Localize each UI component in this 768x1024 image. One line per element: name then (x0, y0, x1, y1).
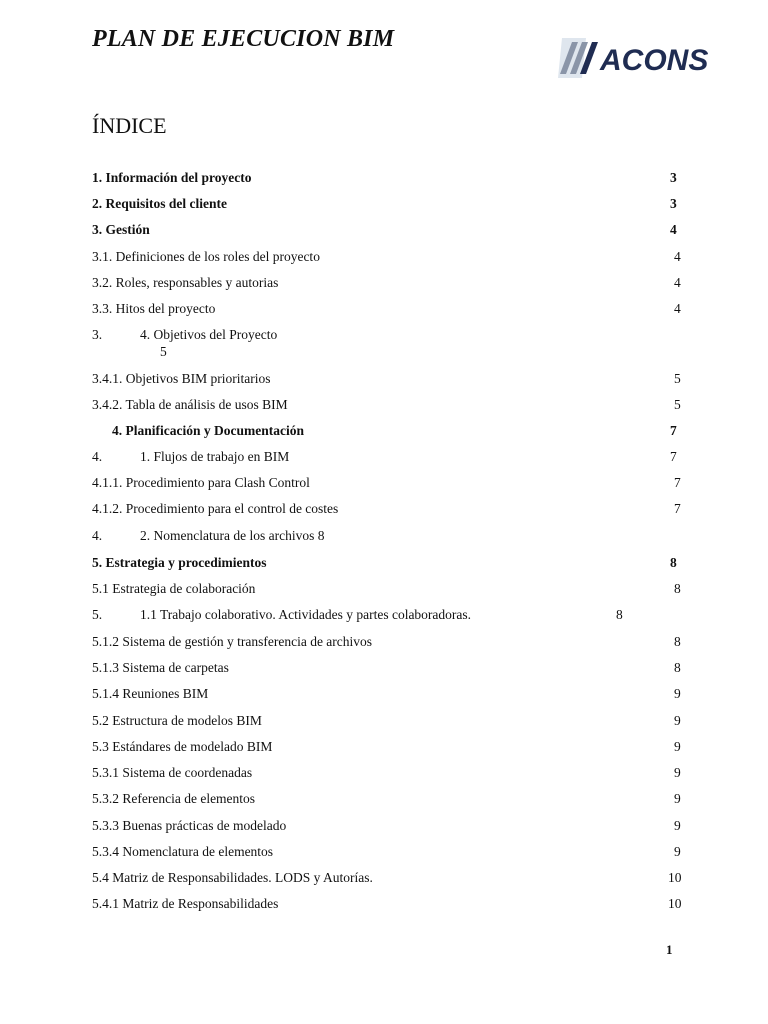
toc-entry-label[interactable]: 3. (92, 327, 103, 342)
toc-entry-label[interactable]: 4.1.1. Procedimiento para Clash Control (92, 475, 310, 490)
toc-entry-page: 8 (674, 660, 681, 675)
toc-entry-page: 10 (668, 896, 682, 911)
toc-entry-page: 5 (160, 344, 167, 359)
toc-entry-label[interactable]: 4. (92, 449, 103, 464)
toc-entry-sublabel[interactable]: 1. Flujos de trabajo en BIM (140, 449, 290, 464)
toc-entry-page: 4 (674, 301, 681, 316)
toc-entry-sublabel[interactable]: 2. Nomenclatura de los archivos 8 (140, 528, 325, 543)
toc-entry-page: 8 (674, 634, 681, 649)
toc-entry-page: 7 (670, 423, 677, 438)
toc-entry-page: 8 (670, 555, 677, 570)
toc-entry-label[interactable]: 4. (92, 528, 103, 543)
toc-entry-page: 5 (674, 371, 681, 386)
toc-entry-sublabel[interactable]: 4. Objetivos del Proyecto (140, 327, 278, 342)
index-heading: ÍNDICE (92, 113, 167, 138)
toc-entry-label[interactable]: 3.3. Hitos del proyecto (92, 301, 216, 316)
toc-entry-sublabel[interactable]: 1.1 Trabajo colaborativo. Actividades y partes colaboradoras. (140, 607, 472, 622)
toc-entry-label[interactable]: 5.1.4 Reuniones BIM (92, 686, 209, 701)
toc-entry-label[interactable]: 3.4.1. Objetivos BIM prioritarios (92, 371, 271, 386)
toc-entry-label[interactable]: 2. Requisitos del cliente (92, 196, 227, 211)
toc-entry-page: 9 (674, 818, 681, 833)
toc-entry-page: 4 (674, 249, 681, 264)
toc-entry-page: 4 (674, 275, 681, 290)
toc-entry-label[interactable]: 5.3.2 Referencia de elementos (92, 791, 256, 806)
toc-entry-label[interactable]: 5.1.2 Sistema de gestión y transferencia de archivos (92, 634, 373, 649)
toc-entry-label[interactable]: 5. (92, 607, 103, 622)
toc-entry-page: 8 (674, 581, 681, 596)
logo-text: ACONS (600, 44, 709, 77)
toc-entry-label[interactable]: 5. Estrategia y procedimientos (92, 555, 267, 570)
toc-entry-page: 4 (670, 222, 677, 237)
toc-entry-page: 10 (668, 870, 682, 885)
toc-entry-label[interactable]: 3.4.2. Tabla de análisis de usos BIM (92, 397, 288, 412)
toc-entry-page: 9 (674, 686, 681, 701)
toc-entry-label[interactable]: 5.4 Matriz de Responsabilidades. LODS y Autorías. (92, 870, 373, 885)
toc-entry-page: 3 (670, 170, 677, 185)
toc-entry-label[interactable]: 4.1.2. Procedimiento para el control de costes (92, 501, 339, 516)
toc-entry-label[interactable]: 4. Planificación y Documentación (112, 423, 304, 438)
toc-entry-page: 7 (674, 475, 681, 490)
toc-entry-label[interactable]: 5.1 Estrategia de colaboración (92, 581, 256, 596)
toc-entry-label[interactable]: 5.1.3 Sistema de carpetas (92, 660, 229, 675)
acons-logo (556, 34, 740, 80)
toc-entry-label[interactable]: 3.1. Definiciones de los roles del proyecto (92, 249, 320, 264)
toc-entry-page: 5 (674, 397, 681, 412)
toc-entry-page: 9 (674, 713, 681, 728)
document-title: PLAN DE EJECUCION BIM (92, 26, 395, 52)
toc-entry-label[interactable]: 5.4.1 Matriz de Responsabilidades (92, 896, 279, 911)
toc-entry-page: 9 (674, 791, 681, 806)
toc-entry-label[interactable]: 5.2 Estructura de modelos BIM (92, 713, 262, 728)
toc-entry-page: 9 (674, 765, 681, 780)
toc-entry-page: 8 (616, 607, 623, 622)
toc-entry-label[interactable]: 5.3.3 Buenas prácticas de modelado (92, 818, 287, 833)
toc-entry-label[interactable]: 3.2. Roles, responsables y autorias (92, 275, 279, 290)
toc-entry-page: 9 (674, 739, 681, 754)
toc-entry-label[interactable]: 1. Información del proyecto (92, 170, 252, 185)
toc-entry-label[interactable]: 3. Gestión (92, 222, 150, 237)
toc-entry-label[interactable]: 5.3.4 Nomenclatura de elementos (92, 844, 274, 859)
toc-entry-page: 3 (670, 196, 677, 211)
toc-entry-page: 9 (674, 844, 681, 859)
toc-entry-page: 7 (674, 501, 681, 516)
page-number: 1 (666, 942, 673, 957)
toc-entry-label[interactable]: 5.3 Estándares de modelado BIM (92, 739, 273, 754)
toc-entry-page: 7 (670, 449, 677, 464)
toc-entry-label[interactable]: 5.3.1 Sistema de coordenadas (92, 765, 253, 780)
